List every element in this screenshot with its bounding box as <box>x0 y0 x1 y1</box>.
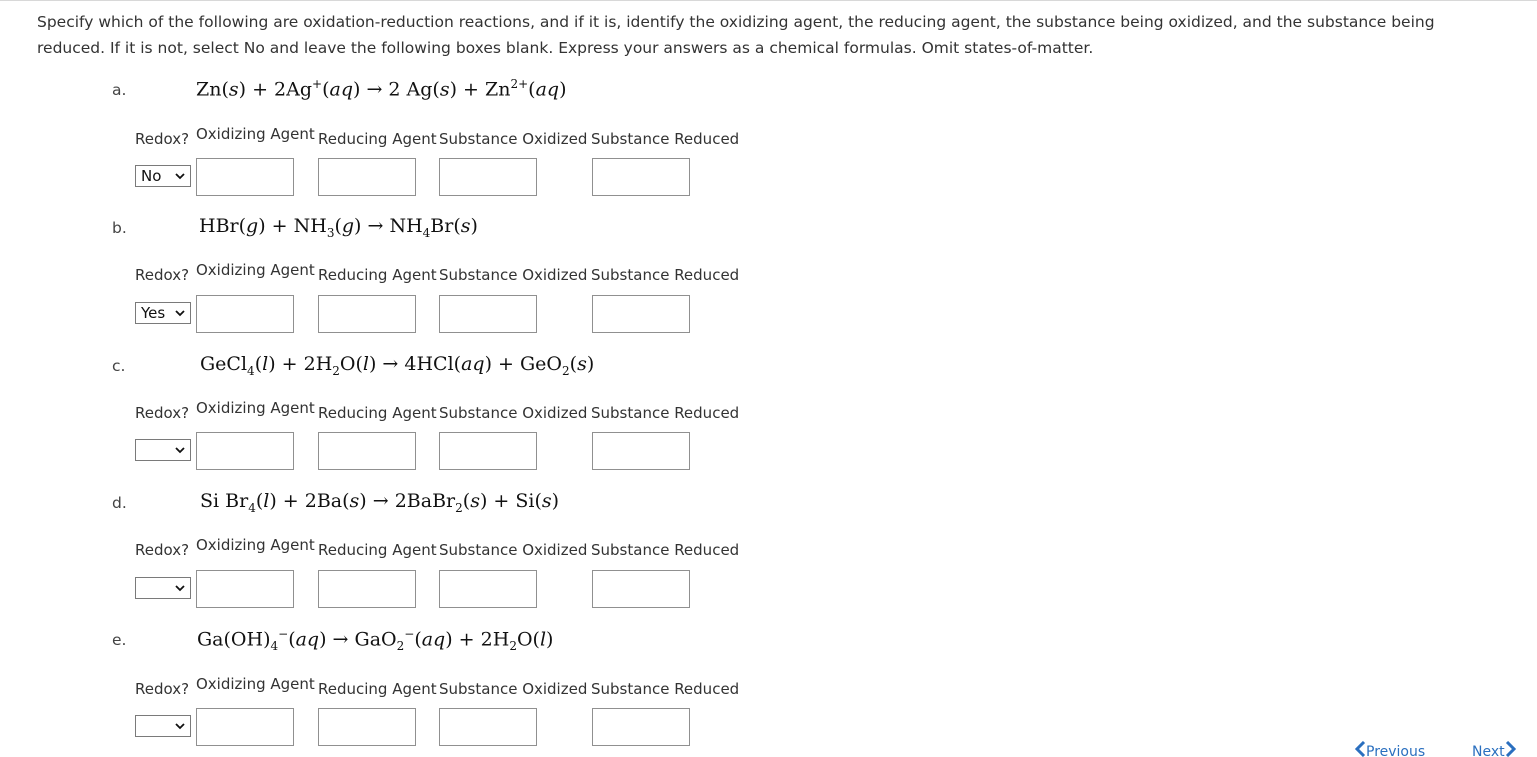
substance-reduced-input[interactable] <box>592 158 690 196</box>
substance-reduced-input[interactable] <box>592 708 690 746</box>
header-substance-oxidized: Substance Oxidized <box>439 680 588 698</box>
reducing-agent-input[interactable] <box>318 708 416 746</box>
substance-reduced-input[interactable] <box>592 570 690 608</box>
equation-d: Si $Br_4(l) + 2Ba(s)$ → 2BaBr$_2$(s) + Si(s) <box>200 490 560 515</box>
header-substance-oxidized: Substance Oxidized <box>439 404 588 422</box>
equation-c: GeCl$_4$(l) + $2H_2O(l) \to 4HCl(aq) + GeO_2(s)$ <box>200 353 595 378</box>
chevron-down-icon <box>174 444 186 456</box>
chevron-left-icon <box>1354 741 1366 757</box>
header-substance-oxidized: Substance Oxidized <box>439 266 588 284</box>
reducing-agent-input[interactable] <box>318 432 416 470</box>
oxidizing-agent-input[interactable] <box>196 432 294 470</box>
instructions-text: Specify which of the following are oxidation-reduction reactions, and if it is, identify the oxidizing agent, the reducing agent, the substance being oxidized, and the substance being reduced. If it is not, select No and leave the following boxes blank. Express your answers as a chemical formulas. Omit states-of-matter. <box>37 13 1435 57</box>
chevron-down-icon <box>174 170 186 182</box>
header-reducing-agent: Reducing Agent <box>318 680 437 698</box>
oxidizing-agent-input[interactable] <box>196 570 294 608</box>
oxidizing-agent-input[interactable] <box>196 158 294 196</box>
substance-oxidized-input[interactable] <box>439 432 537 470</box>
next-label: Next <box>1472 744 1505 757</box>
header-substance-reduced: Substance Reduced <box>591 130 740 148</box>
top-divider <box>0 0 1537 1</box>
substance-oxidized-input[interactable] <box>439 158 537 196</box>
substance-reduced-input[interactable] <box>592 432 690 470</box>
reducing-agent-input[interactable] <box>318 295 416 333</box>
header-substance-reduced: Substance Reduced <box>591 541 740 559</box>
substance-reduced-input[interactable] <box>592 295 690 333</box>
reducing-agent-input[interactable] <box>318 570 416 608</box>
oxidizing-agent-input[interactable] <box>196 708 294 746</box>
header-oxidizing-agent: Oxidizing Agent <box>196 125 315 143</box>
header-substance-oxidized: Substance Oxidized <box>439 541 588 559</box>
substance-oxidized-input[interactable] <box>439 295 537 333</box>
question-letter: b. <box>112 219 127 237</box>
next-link[interactable] <box>1472 741 1517 757</box>
header-substance-oxidized: Substance Oxidized <box>439 130 588 148</box>
oxidizing-agent-input[interactable] <box>196 295 294 333</box>
redox-select-value: Yes <box>141 304 166 322</box>
redox-select-value: No <box>141 167 162 185</box>
substance-oxidized-input[interactable] <box>439 708 537 746</box>
header-redox: Redox? <box>135 404 190 422</box>
chevron-down-icon <box>174 720 186 732</box>
equation-e: $Ga(OH)_4^-(aq) \to GaO_2^-(aq) + 2H_2O(l)$ <box>197 627 554 654</box>
redox-select[interactable] <box>135 577 191 599</box>
redox-select[interactable] <box>135 715 191 737</box>
header-reducing-agent: Reducing Agent <box>318 404 437 422</box>
question-letter: d. <box>112 494 127 512</box>
chevron-down-icon <box>174 582 186 594</box>
header-substance-reduced: Substance Reduced <box>591 404 740 422</box>
question-letter: a. <box>112 81 127 99</box>
header-redox: Redox? <box>135 680 190 698</box>
chevron-right-icon <box>1505 741 1517 757</box>
question-letter: c. <box>112 357 126 375</box>
header-reducing-agent: Reducing Agent <box>318 541 437 559</box>
header-reducing-agent: Reducing Agent <box>318 130 437 148</box>
header-redox: Redox? <box>135 266 190 284</box>
substance-oxidized-input[interactable] <box>439 570 537 608</box>
redox-select[interactable] <box>135 439 191 461</box>
header-redox: Redox? <box>135 541 190 559</box>
header-oxidizing-agent: Oxidizing Agent <box>196 675 315 693</box>
previous-label: Previous <box>1366 744 1426 757</box>
equation-b: $HBr(g) + NH_3(g) \to NH_4Br(s)$ <box>199 215 478 240</box>
chevron-down-icon <box>174 307 186 319</box>
header-oxidizing-agent: Oxidizing Agent <box>196 536 315 554</box>
header-oxidizing-agent: Oxidizing Agent <box>196 399 315 417</box>
redox-select[interactable] <box>135 302 191 324</box>
header-reducing-agent: Reducing Agent <box>318 266 437 284</box>
header-substance-reduced: Substance Reduced <box>591 680 740 698</box>
header-redox: Redox? <box>135 130 190 148</box>
redox-select[interactable] <box>135 165 191 187</box>
header-substance-reduced: Substance Reduced <box>591 266 740 284</box>
reducing-agent-input[interactable] <box>318 158 416 196</box>
question-letter: e. <box>112 631 127 649</box>
previous-link[interactable] <box>1354 741 1425 757</box>
header-oxidizing-agent: Oxidizing Agent <box>196 261 315 279</box>
equation-a: Zn(s) + 2Ag+(aq) → 2 $Ag(s) + Zn^{2+}(aq)$ <box>196 77 567 101</box>
